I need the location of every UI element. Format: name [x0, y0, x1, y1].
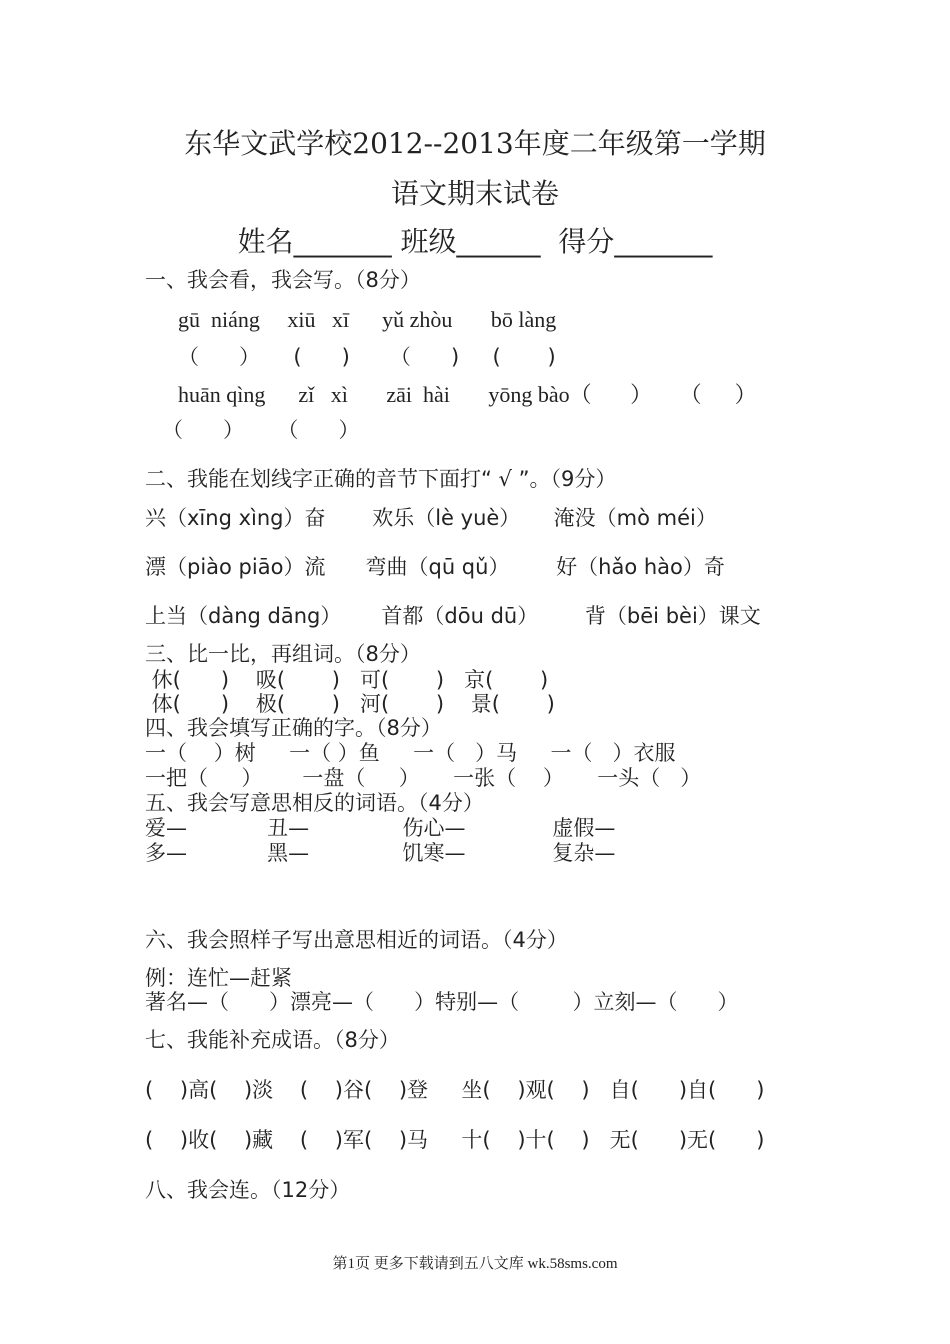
section3-row2: 体( ) 极( ) 河( ) 景( ) [145, 692, 555, 716]
page-footer: 第1页 更多下载请到五八文库 wk.58sms.com [332, 1256, 618, 1272]
section5-row1: 爱— 丑— 伤心— 虚假— [145, 816, 616, 840]
section6-heading: 六、我会照样子写出意思相近的词语。（4分） [145, 928, 568, 952]
student-info-line: 姓名_______ 班级______ 得分_______ [237, 225, 713, 258]
section2-row1: 兴（xīng xìng）奋 欢乐（lè yuè） 淹没（mò méi） [145, 506, 717, 530]
section1-heading: 一、我会看，我会写。（8分） [145, 268, 421, 292]
section4-row1: 一（ ）树 一（ ）鱼 一（ ）马 一（ ）衣服 [145, 741, 676, 765]
exam-title: 东华文武学校2012--2013年度二年级第一学期 [184, 127, 766, 160]
section2-heading: 二、我能在划线字正确的音节下面打“ √ ”。（9分） [145, 467, 617, 491]
section7-row2: ( )收( )藏 ( )军( )马 十( )十( ) 无( )无( ) [145, 1128, 765, 1152]
section1-blanks-row1: （ ） ( ) （ ) ( ) [178, 345, 556, 369]
section5-heading: 五、我会写意思相反的词语。（4分） [145, 791, 484, 815]
section1-blanks-row2: （ ） （ ） [162, 418, 360, 442]
section5-row2: 多— 黑— 饥寒— 复杂— [145, 841, 616, 865]
section3-heading: 三、比一比，再组词。（8分） [145, 642, 421, 666]
section7-heading: 七、我能补充成语。（8分） [145, 1028, 400, 1052]
section1-pinyin-row1: gū niáng xiū xī yǔ zhòu bō làng [178, 307, 557, 332]
section8-heading: 八、我会连。（12分） [145, 1178, 351, 1202]
section1-pinyin-row2: huān qìng zǐ xì zāi hài yōng bào（ ） （ ） [178, 382, 757, 407]
section6-example: 例：连忙—赶紧 [145, 966, 292, 990]
section7-row1: ( )高( )淡 ( )谷( )登 坐( )观( ) 自( )自( ) [145, 1078, 765, 1102]
section2-row3: 上当（dàng dāng） 首都（dōu dū） 背（bēi bèi）课文 [145, 604, 761, 628]
section6-row1: 著名—（ ）漂亮—（ ）特别—（ ）立刻—（ ） [145, 990, 739, 1014]
section4-heading: 四、我会填写正确的字。（8分） [145, 716, 442, 740]
section3-row1: 休( ) 吸( ) 可( ) 京( ) [145, 668, 549, 692]
exam-subtitle: 语文期末试卷 [390, 177, 559, 210]
section2-row2: 漂（piào piāo）流 弯曲（qū qǔ） 好（hǎo hào）奇 [145, 555, 725, 579]
section4-row2: 一把（ ） 一盘（ ） 一张（ ） 一头（ ） [145, 766, 702, 790]
